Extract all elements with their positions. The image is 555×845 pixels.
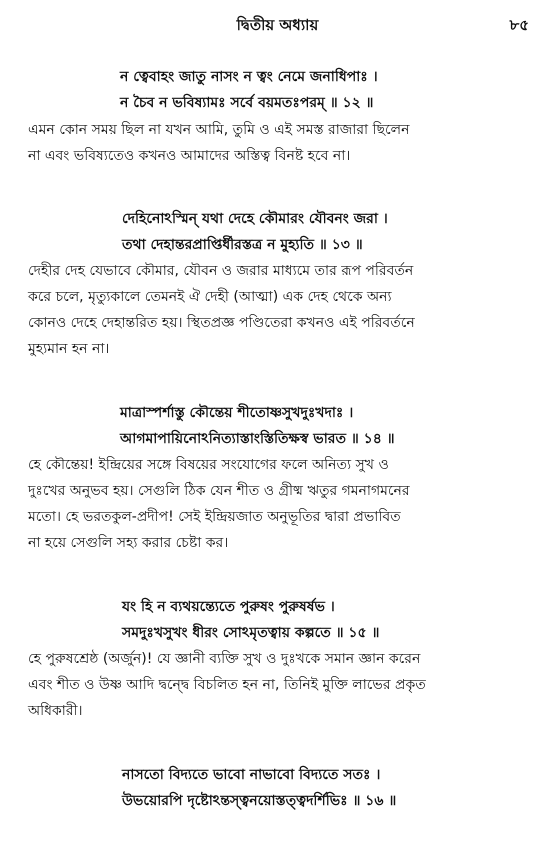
translation-14 [28,452,533,556]
chapter-title: দ্বিতীয় অধ্যায় [236,16,319,34]
verse-line: ন চৈব ন ভবিষ্যামঃ সর্বে বয়মতঃপরম্‌ ॥ ১২ ॥ [120,95,374,111]
translation-13 [28,258,533,362]
translation-line: দুঃখের অনুভব হয়। সেগুলি ঠিক যেন শীত ও গ্রীষ্ম ঋতুর গমনাগমনের [28,483,410,499]
verse-16 [0,762,555,814]
verse-15 [0,594,555,646]
verse-line: মাত্রাস্পর্শাস্তু কৌন্তেয় শীতোষ্ণসুখদুঃখদাঃ । [120,405,354,421]
verse-13 [0,206,555,258]
translation-line: হে পুরুষশ্রেষ্ঠ (অর্জুন)! যে জ্ঞানী ব্যক্তি সুখ ও দুঃখকে সমান জ্ঞান করেন [28,651,421,667]
verse-line: উভয়োরপি দৃষ্টোঽন্তস্ত্বনয়োস্তত্ত্বদর্শিভিঃ ॥ ১৬ ॥ [122,793,397,809]
verse-line: সমদুঃখসুখং ধীরং সোঽমৃতত্বায় কল্পতে ॥ ১৫ ॥ [122,625,380,641]
verse-line: দেহিনোঽস্মিন্‌ যথা দেহে কৌমারং যৌবনং জরা । [122,211,388,227]
verse-line: আগমাপায়িনোঽনিত্যাস্তাংস্তিতিক্ষস্ব ভারত ॥ ১৪ ॥ [120,431,395,447]
translation-line: দেহীর দেহ যেভাবে কৌমার, যৌবন ও জরার মাধ্যমে তার রূপ পরিবর্তন [28,263,414,279]
verse-line: তথা দেহান্তরপ্রাপ্তির্ধীরস্তত্র ন মুহ্যতি ॥ ১৩ ॥ [122,237,363,253]
translation-line: অধিকারী। [28,703,83,719]
translation-12 [28,117,533,169]
translation-line: কোনও দেহে দেহান্তরিত হয়। স্থিতপ্রজ্ঞ পণ্ডিতেরা কখনও এই পরিবর্তনে [28,315,415,331]
verse-line: ন ত্বেবাহং জাতু নাসং ন ত্বং নেমে জনাধিপাঃ । [120,69,378,85]
verse-12 [0,64,555,116]
translation-line: না হয়ে সেগুলি সহ্য করার চেষ্টা কর। [28,535,229,551]
translation-line: মুহ্যমান হন না। [28,341,110,357]
translation-15 [28,646,533,724]
translation-line: করে চলে, মৃত্যুকালে তেমনই ঐ দেহী (আত্মা) এক দেহ থেকে অন্য [28,289,392,305]
translation-line: এমন কোন সময় ছিল না যখন আমি, তুমি ও এই সমস্ত রাজারা ছিলেন [28,122,410,138]
translation-line: হে কৌন্তেয়! ইন্দ্রিয়ের সঙ্গে বিষয়ের সংযোগের ফলে অনিত্য সুখ ও [28,457,389,473]
translation-line: মতো। হে ভরতকুল-প্রদীপ! সেই ইন্দ্রিয়জাত অনুভূতির দ্বারা প্রভাবিত [28,509,401,525]
verse-14 [0,400,555,452]
verse-line: নাসতো বিদ্যতে ভাবো নাভাবো বিদ্যতে সতঃ । [122,767,381,783]
translation-line: না এবং ভবিষ্যতেও কখনও আমাদের অস্তিত্ব বিনষ্ট হবে না। [28,148,351,164]
translation-line: এবং শীত ও উষ্ণ আদি দ্বন্দ্বে বিচলিত হন না, তিনিই মুক্তি লাভের প্রকৃত [28,677,426,693]
page-number: ৮৫ [509,16,529,34]
verse-line: যং হি ন ব্যথয়ন্ত্যেতে পুরুষং পুরুষর্ষভ । [122,599,335,615]
